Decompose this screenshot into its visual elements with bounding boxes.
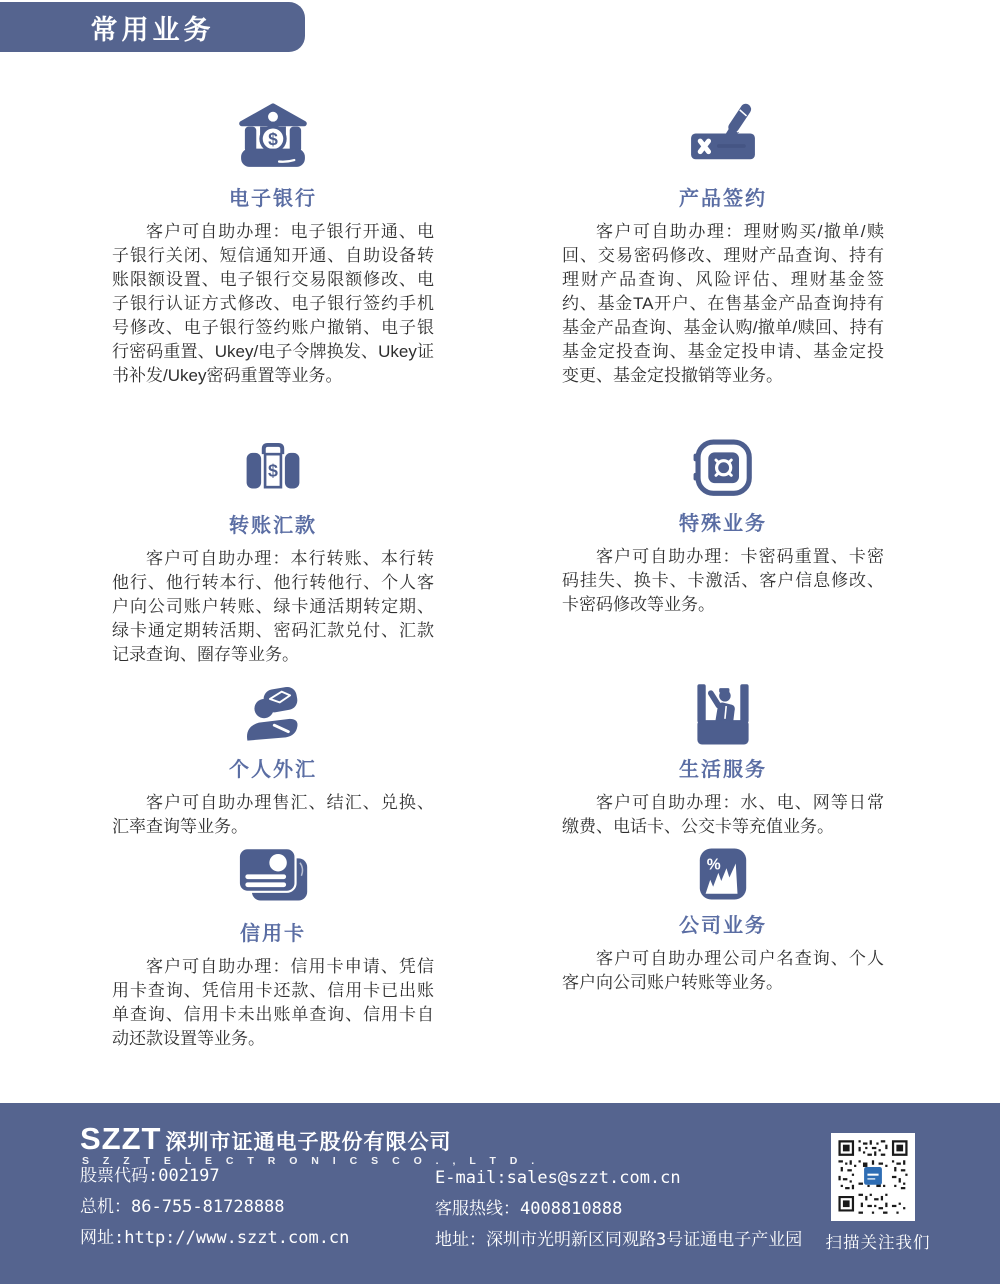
services-grid <box>112 100 884 1051</box>
section-title: 电子银行 <box>229 188 317 210</box>
section-body: 客户可自助办理：理财购买/撤单/赎回、交易密码修改、理财产品查询、持有理财产品查询、风险评估、理财基金签约、基金TA开户、在售基金产品查询持有基金产品查询、基金认购/撤单/赎回、持有基金定投查询、基金定投申请、基金定投变更、基金定投撤销等业务。 <box>562 222 884 385</box>
phone-number: 总机：86-755-81728888 <box>80 1197 285 1217</box>
website-url: 网址:http://www.szzt.com.cn <box>80 1228 350 1248</box>
hand-money-icon <box>239 683 307 747</box>
stock-code: 股票代码:002197 <box>80 1166 220 1186</box>
page-title <box>0 2 305 52</box>
chart-percent-icon <box>693 845 753 903</box>
szzt-logo-text: SZZT <box>80 1121 162 1156</box>
section-title: 公司业务 <box>679 915 767 937</box>
safe-icon <box>690 437 756 501</box>
svg-text:$: $ <box>268 460 278 481</box>
service-hotline: 客服热线：4008810888 <box>435 1199 623 1219</box>
section-corporate <box>562 845 884 995</box>
pen-sign-icon <box>684 100 762 176</box>
footer-contact-left <box>80 1161 349 1254</box>
section-body: 客户可自助办理：信用卡申请、凭信用卡查询、凭信用卡还款、信用卡已出账单查询、信用卡未出账单查询、信用卡自动还款设置等业务。 <box>112 957 434 1048</box>
bank-icon <box>235 100 311 176</box>
section-body: 客户可自助办理：电子银行开通、电子银行关闭、短信通知开通、自助设备转账限额设置、电子银行交易限额修改、电子银行认证方式修改、电子银行签约手机号修改、电子银行签约账户撤销、电子银行密码重置、Ukey/电子令牌换发、Ukey证书补发/Ukey密码重置等业务。 <box>112 222 434 385</box>
section-title: 信用卡 <box>240 923 306 945</box>
section-credit-card <box>112 845 434 1051</box>
credit-card-icon <box>233 845 313 911</box>
section-life-services <box>562 683 884 839</box>
section-body: 客户可自助办理：本行转账、本行转他行、他行转本行、他行转他行、个人客户向公司账户转账、绿卡通活期转定期、绿卡通定期转活期、密码汇款兑付、汇款记录查询、圈存等业务。 <box>112 549 434 664</box>
briefcase-dollar-icon <box>240 437 306 503</box>
section-body: 客户可自助办理：水、电、网等日常缴费、电话卡、公交卡等充值业务。 <box>562 793 884 836</box>
email-address: E-mail:sales@szzt.com.cn <box>435 1168 681 1188</box>
section-body: 客户可自助办理：卡密码重置、卡密码挂失、换卡、卡激活、客户信息修改、卡密码修改等业务。 <box>562 547 884 614</box>
section-special <box>562 437 884 617</box>
section-body: 客户可自助办理公司户名查询、个人客户向公司账户转账等业务。 <box>562 949 884 992</box>
section-e-banking <box>112 100 434 388</box>
company-logo <box>80 1123 452 1156</box>
company-name-en: S Z Z T E L E C T R O N I C S C O . , L T D . <box>82 1155 540 1167</box>
svg-text:%: % <box>706 856 721 874</box>
qr-caption: 扫描关注我们 <box>825 1234 931 1252</box>
footer-contact-middle <box>435 1163 802 1256</box>
section-title: 产品签约 <box>679 188 767 210</box>
qr-code <box>831 1133 915 1221</box>
section-transfer <box>112 437 434 667</box>
section-title: 个人外汇 <box>229 759 317 781</box>
company-name-cn: 深圳市证通电子股份有限公司 <box>165 1131 452 1154</box>
section-title: 转账汇款 <box>229 515 317 537</box>
company-address: 地址：深圳市光明新区同观路3号证通电子产业园 <box>435 1230 803 1250</box>
section-title: 特殊业务 <box>679 513 767 535</box>
section-title: 生活服务 <box>679 759 767 781</box>
svg-text:$: $ <box>268 128 278 149</box>
section-body: 客户可自助办理售汇、结汇、兑换、汇率查询等业务。 <box>112 793 434 836</box>
section-forex <box>112 683 434 839</box>
section-product-signing <box>562 100 884 388</box>
service-counter-icon <box>691 683 755 747</box>
page-title-label: 常用业务 <box>90 14 215 45</box>
footer <box>0 1103 1000 1284</box>
